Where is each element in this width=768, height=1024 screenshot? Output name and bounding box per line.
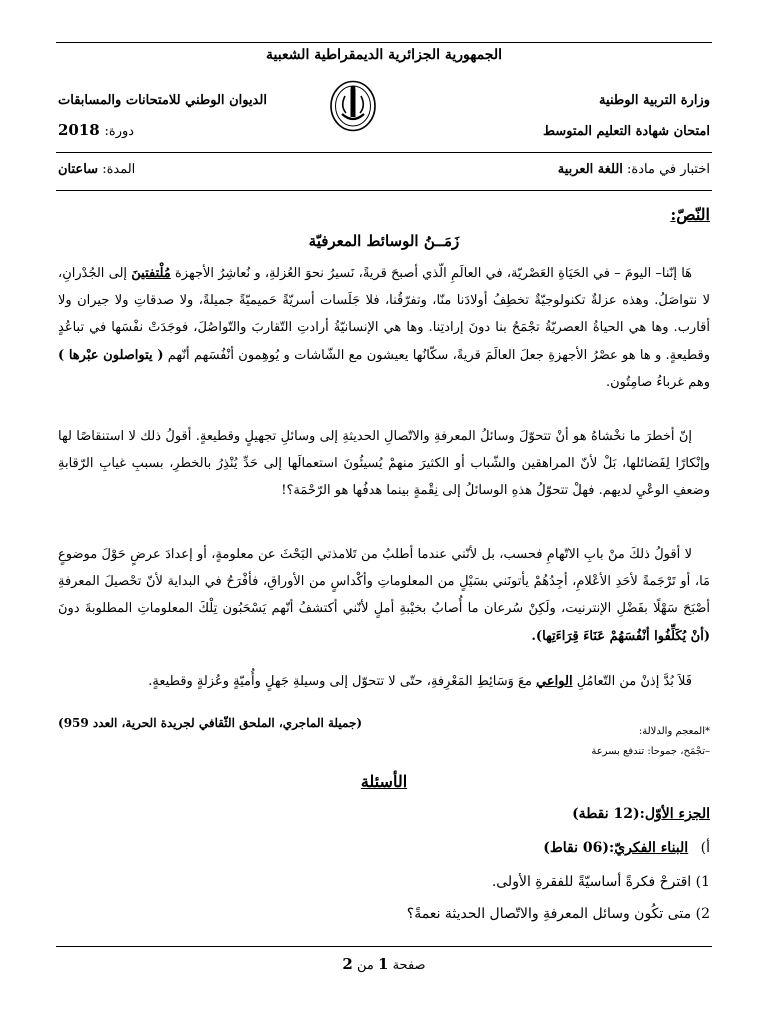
section-a-marker: أ) bbox=[700, 840, 710, 856]
glossary-item: –تجْمَح، جموحا: تندفع بسرعة bbox=[591, 746, 710, 757]
office-name: الديوان الوطني للامتحانات والمسابقات bbox=[58, 93, 267, 108]
subject-line bbox=[558, 162, 710, 177]
paragraph-3 bbox=[58, 541, 710, 650]
top-rule bbox=[56, 42, 712, 43]
session-year: 2018 bbox=[58, 121, 100, 139]
paragraph-3-part-a: لا أقولُ ذلكَ منْ بابِ الاتّهامِ فحسب، بل لأنّني عندما أطلبُ من تَلامذتي البَحْثَ عن معلومةٍ، أو إعدادَ عرضٍ حَوْلَ موضوعٍ مَا، أو تَرْجَمةً لأحَدِ الأعْلامِ، أجِدُهُمْ يأتونَني بسَيْلٍ من المعلوماتِ وأكْداسٍ من الأوراقِ، فأفْرَحُ في البداية لأنّ تحْصيلَ المعرفةِ أصْبَحَ سَهْلًا بفَضْلِ الإنترنيت، ولَكِنْ سُرعان ما أُصابُ بخيْبةِ أملٍ لأنّني أكتشفُ أنّهم يَسْحَبُون تِلْكَ المعلوماتِ المطلوبةَ دونَ bbox=[58, 547, 710, 617]
paragraph-4-part-a: فَلاَ بُدَّ إذنْ من التّعامُلِ bbox=[576, 674, 692, 689]
highlighted-word: مُلْتفتينَ bbox=[131, 266, 171, 281]
duration-label: المدة: bbox=[102, 162, 136, 177]
paragraph-4-part-c: معَ وَسَائِطِ المَعْرِفةِ، حتّى لا تتحوّل إلى وسيلةِ جَهلٍ وأُميّةٍ وعُزلةٍ وقطيعةٍ. bbox=[148, 674, 532, 689]
part1-line bbox=[572, 806, 710, 822]
section-a-line bbox=[543, 840, 710, 856]
page-label: صفحة bbox=[392, 958, 426, 973]
duration-line bbox=[58, 162, 135, 177]
text-title: زَمَــنُ الوسائط المعرفيّة bbox=[308, 232, 460, 250]
page-sep: من bbox=[357, 958, 374, 973]
paragraph-1-part-e: وهم غرباءُ صامِتُون. bbox=[606, 374, 710, 390]
highlighted-phrase-2: (أنْ يُكَلِّفُوا أنْفُسَهُمْ عَنَاءَ قِرَاءَتِها). bbox=[531, 628, 710, 644]
subject-value: اللغة العربية bbox=[557, 162, 623, 177]
ministry-name: وزارة التربية الوطنية bbox=[599, 93, 710, 108]
questions-heading: الأسئلة bbox=[360, 772, 408, 791]
paragraph-1-part-a: هَا إنّنا– اليومَ – في الحَيَاةِ العَصْريّة، في العالَمِ الّذي أصبحَ قريةً، نَسيرُ نحوَ العُزلةِ، و نُعاشِرُ الأجهزة bbox=[175, 266, 693, 281]
part1-label: الجزء الأوّل bbox=[644, 806, 710, 822]
question-1 bbox=[492, 874, 710, 890]
question-2 bbox=[407, 906, 710, 922]
highlighted-phrase: ( يتواصلون عبْرها ) bbox=[58, 347, 164, 363]
source-citation: (جميلة الماجري، الملحق الثّقافي لجريدة الحرية، العدد 959) bbox=[58, 716, 363, 730]
page-total: 2 bbox=[342, 955, 353, 973]
duration-value: ساعتان bbox=[58, 162, 99, 177]
page-number bbox=[0, 955, 768, 973]
paragraph-2-text: إنّ أخطرَ ما نخْشاهُ هو أنْ تتحوّلَ وسائلُ المعرفةِ والاتّصالِ الحديثةِ إلى وسائلِ تجهيلٍ وقطيعةٍ. أقولُ ذلك لا استنقاصًا لها وإنْكارًا لِفَضائلها، بَلْ لأنّ المراهقين والشّباب أو الكثيرَ منهمْ يُسيئُونَ استعمالَها إلى حَدِّ يُنْذِرُ بالخطرِ، بسببِ غيابِ الرّقابةِ وضعفِ الوعْيِ لديهم. فهلْ تتحوّلُ هذهِ الوسائلُ إلى نِقْمةٍ بينما هدفُها هو الرّحْمَة؟! bbox=[58, 429, 710, 499]
footer-rule bbox=[56, 946, 712, 947]
session-label: دورة: bbox=[104, 124, 135, 139]
header-rule bbox=[56, 152, 712, 153]
text-heading: النّصّ: bbox=[670, 205, 710, 224]
question-1-number: 1) bbox=[695, 874, 710, 890]
subject-label: اختبار في مادة: bbox=[627, 162, 710, 177]
part1-points: :(12 نقطة) bbox=[572, 806, 645, 822]
session-line bbox=[58, 121, 134, 139]
section-a-points: :(06 نقاط) bbox=[543, 840, 615, 856]
paragraph-1 bbox=[58, 260, 710, 396]
section-a-label: البناء الفكريّ bbox=[614, 840, 689, 856]
subject-rule bbox=[56, 190, 712, 191]
question-2-number: 2) bbox=[695, 906, 710, 922]
ministry-seal-icon bbox=[329, 80, 377, 132]
paragraph-4 bbox=[58, 668, 710, 695]
highlighted-word-2: الواعي bbox=[536, 674, 573, 689]
exam-title: امتحان شهادة التعليم المتوسط bbox=[542, 124, 710, 139]
question-2-text: متى تكُون وسائل المعرفةِ والاتّصال الحديثة نعمةً؟ bbox=[406, 906, 692, 922]
glossary-title: *المعجم والدلالة: bbox=[638, 726, 710, 737]
republic-title: الجمهورية الجزائرية الديمقراطية الشعبية bbox=[265, 47, 502, 63]
paragraph-1-part-c: إلى الجُدْرانِ، لا نتواصَلُ. وهذه عزلةٌ تكنولوجيّةٌ تخطِفُ أولادَنا منّا، وتفرّقُنا، فلا جَلَسات أسريّةً حَميميّةً جميلةً، ولا صدقاتِ ولا جيران ولا أقارب. وها هي الحياةُ العصريّةُ تجْمَحُ بنا دونَ إرادتِنا. وها هي الإنسانيّةُ أرادتِ التّقاربَ والتّواصُلَ، فوجَدَتْ نفْسَها في تباعُدٍ وقطيعةٍ. و ها هو عصْرُ الأجهزةِ جعلَ العالَمَ قريةً، سكّانُها يعيشون مع الشّاشات و يُوهِمون أنْفُسَهم أنّهم bbox=[58, 266, 710, 363]
page-current: 1 bbox=[378, 955, 389, 973]
paragraph-2 bbox=[58, 423, 710, 505]
question-1-text: اقترحْ فكرةً أساسيّةً للفقرةِ الأولى. bbox=[491, 874, 692, 890]
